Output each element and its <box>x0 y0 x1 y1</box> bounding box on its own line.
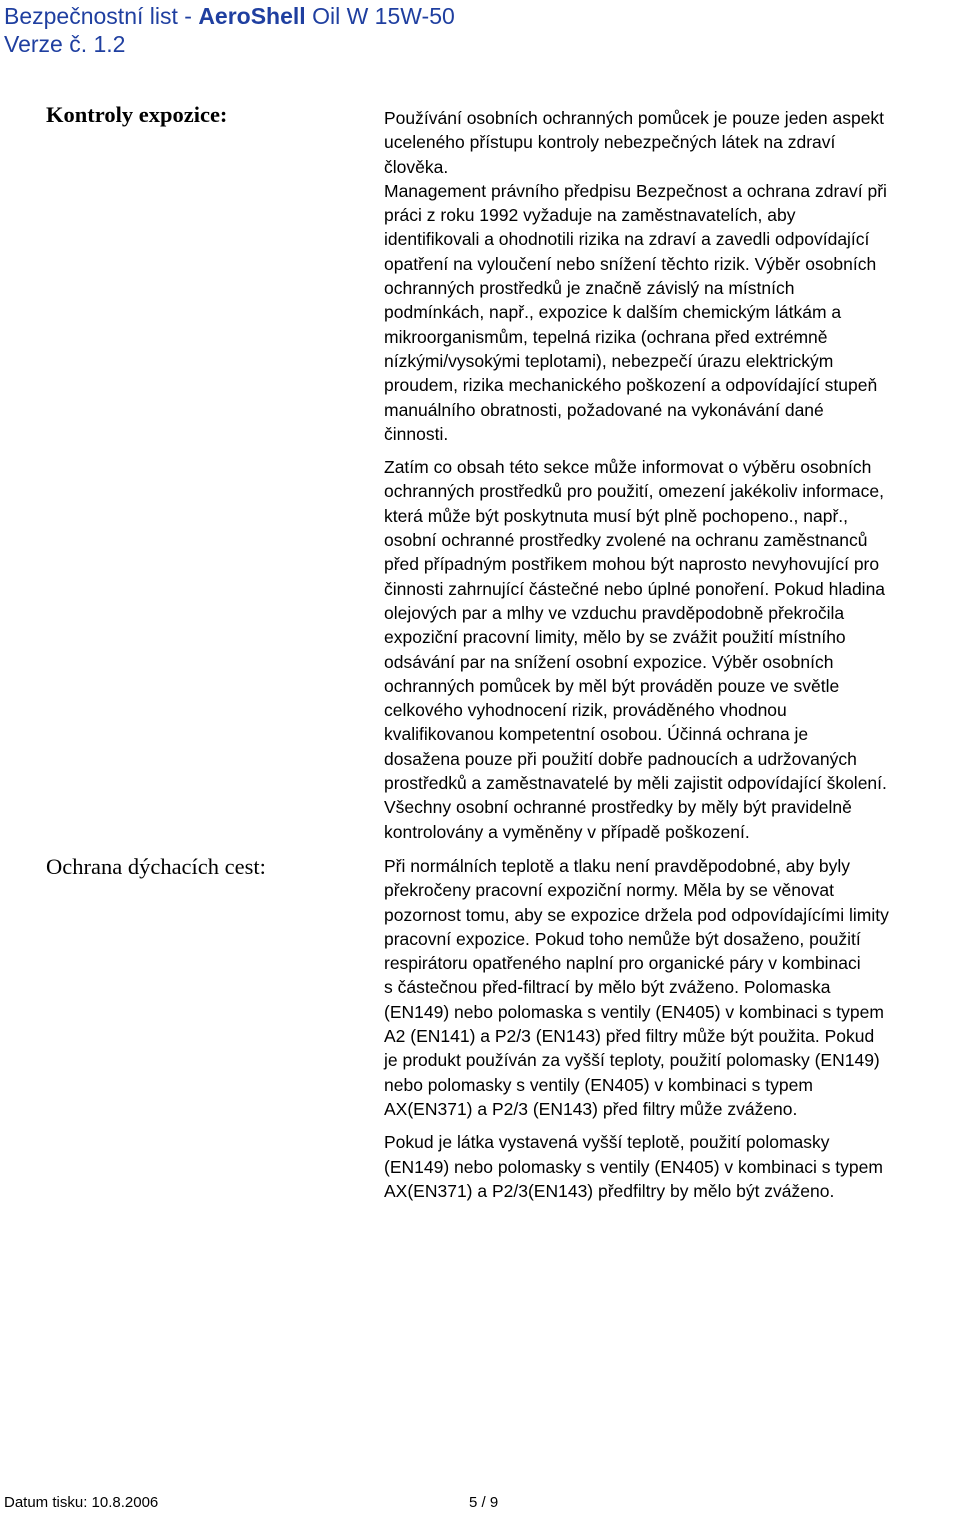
text-line: dosažena pouze při použití dobře padnoucích a udržovaných <box>384 748 857 769</box>
text-line: činnosti. <box>384 423 449 444</box>
text-line: uceleného přístupu kontroly nebezpečných látek na zdraví <box>384 132 836 153</box>
text-line: před případným postřikem mohou být naprosto nevyhovující pro <box>384 554 880 575</box>
text-line: (EN149) nebo polomaska s ventily (EN405) v kombinaci s typem <box>384 1001 884 1022</box>
text-line: ochranných prostředků je značně závislý na místních <box>384 278 795 299</box>
text-line: Všechny osobní ochranné prostředky by měly být pravidelně <box>384 797 852 818</box>
title-suffix: Oil W 15W-50 <box>305 3 455 29</box>
text-line: odsávání par na snížení osobní expozice. Výběr osobních <box>384 651 834 672</box>
text-line: (EN149) nebo polomasky s ventily (EN405) v kombinaci s typem <box>384 1156 883 1177</box>
document-title <box>4 2 455 30</box>
text-line: kvalifikovanou kompetentní osobou. Účinná ochrana je <box>384 724 809 745</box>
paragraph <box>384 106 960 446</box>
text-line: činnosti zahrnující částečné nebo úplné ponoření. Pokud hladina <box>384 578 886 599</box>
paragraph <box>384 455 960 844</box>
text-line: prostředků a zaměstnavatelé by měli zajistit odpovídající školení. <box>384 773 887 794</box>
text-line: Management právního předpisu Bezpečnost a ochrana zdraví při <box>384 180 887 201</box>
paragraph <box>384 1130 960 1203</box>
text-line: která může být poskytnuta musí být plně pochopeno., např., <box>384 505 849 526</box>
text-line: překročeny pracovní expoziční normy. Měla by se věnovat <box>384 880 835 901</box>
text-line: pozornost tomu, aby se expozice držela pod odpovídajícími limity <box>384 904 889 925</box>
text-line: mikroorganismům, tepelná rizika (ochrana před extrémně <box>384 326 828 347</box>
text-line: olejových par a mlhy ve vzduchu pravděpodobně překročila <box>384 602 845 623</box>
section-label-ochrana-dychacich-cest: Ochrana dýchacích cest: <box>46 854 266 879</box>
section-label-kontroly-expozice: Kontroly expozice: <box>46 102 228 127</box>
document-header <box>4 2 455 58</box>
title-product-name: AeroShell <box>198 3 306 29</box>
text-line: nízkými/vysokými teplotami), nebezpečí úrazu elektrickým <box>384 350 834 371</box>
text-line: proudem, rizika mechanického poškození a odpovídající stupeň <box>384 375 878 396</box>
text-line: práci z roku 1992 vyžaduje na zaměstnavatelích, aby <box>384 205 796 226</box>
text-line: Při normálních teplotě a tlaku není pravděpodobné, aby byly <box>384 856 850 876</box>
text-line: identifikovali a ohodnotili rizika na zdraví a zavedli odpovídající <box>384 229 870 250</box>
paragraph-gap <box>384 1121 960 1130</box>
text-line: respirátoru opatřeného naplní pro organické páry v kombinaci <box>384 953 861 974</box>
text-line: podmínkách, např., expozice k dalším chemickým látkám a <box>384 302 842 323</box>
text-line: Zatím co obsah této sekce může informovat o výběru osobních <box>384 457 872 478</box>
text-line: celkového vyhodnocení rizik, prováděného vhodnou <box>384 700 787 721</box>
text-line: ochranných pomůcek by měl být prováděn pouze ve světle <box>384 675 840 696</box>
title-prefix: Bezpečnostní list - <box>4 3 199 29</box>
text-line: člověka. <box>384 156 449 177</box>
text-line: Pokud je látka vystavená vyšší teplotě, použití polomasky <box>384 1132 830 1153</box>
text-line: A2 (EN141) a P2/3 (EN143) před filtry může být použita. Pokud <box>384 1026 875 1047</box>
text-line: manuálního obratnosti, požadované na vykonávání dané <box>384 399 824 420</box>
text-line: AX(EN371) a P2/3 (EN143) před filtry může zváženo. <box>384 1098 798 1119</box>
text-line: osobní ochranné prostředky zvolené na ochranu zaměstnanců <box>384 530 868 551</box>
paragraph-gap <box>384 446 960 455</box>
text-line: AX(EN371) a P2/3(EN143) předfiltry by mělo být zváženo. <box>384 1180 835 1201</box>
text-line: Používání osobních ochranných pomůcek je pouze jeden aspekt <box>384 108 885 128</box>
text-line: nebo polomasky s ventily (EN405) v kombinaci s typem <box>384 1074 813 1095</box>
text-line: ochranných prostředků pro použití, omezení jakékoliv informace, <box>384 481 884 502</box>
footer-page-number: 5 / 9 <box>469 1494 499 1511</box>
text-line: s částečnou před-filtrací by mělo být zváženo. Polomaska <box>384 977 831 998</box>
document-version: Verze č. 1.2 <box>4 31 126 57</box>
section-content-kontroly-expozice <box>384 106 960 844</box>
footer-print-date: Datum tisku: 10.8.2006 <box>4 1494 159 1511</box>
text-line: je produkt používán za vyšší teploty, použití polomasky (EN149) <box>384 1050 880 1071</box>
text-line: expoziční pracovní limity, mělo by se zvážit použití místního <box>384 627 846 648</box>
text-line: opatření na vyloučení nebo snížení těchto rizik. Výběr osobních <box>384 253 877 274</box>
section-content-ochrana-dychacich-cest <box>384 854 960 1203</box>
text-line: pracovní expozice. Pokud toho nemůže být dosaženo, použití <box>384 928 861 949</box>
paragraph <box>384 854 960 1121</box>
text-line: kontrolovány a vyměněny v případě poškození. <box>384 821 750 842</box>
